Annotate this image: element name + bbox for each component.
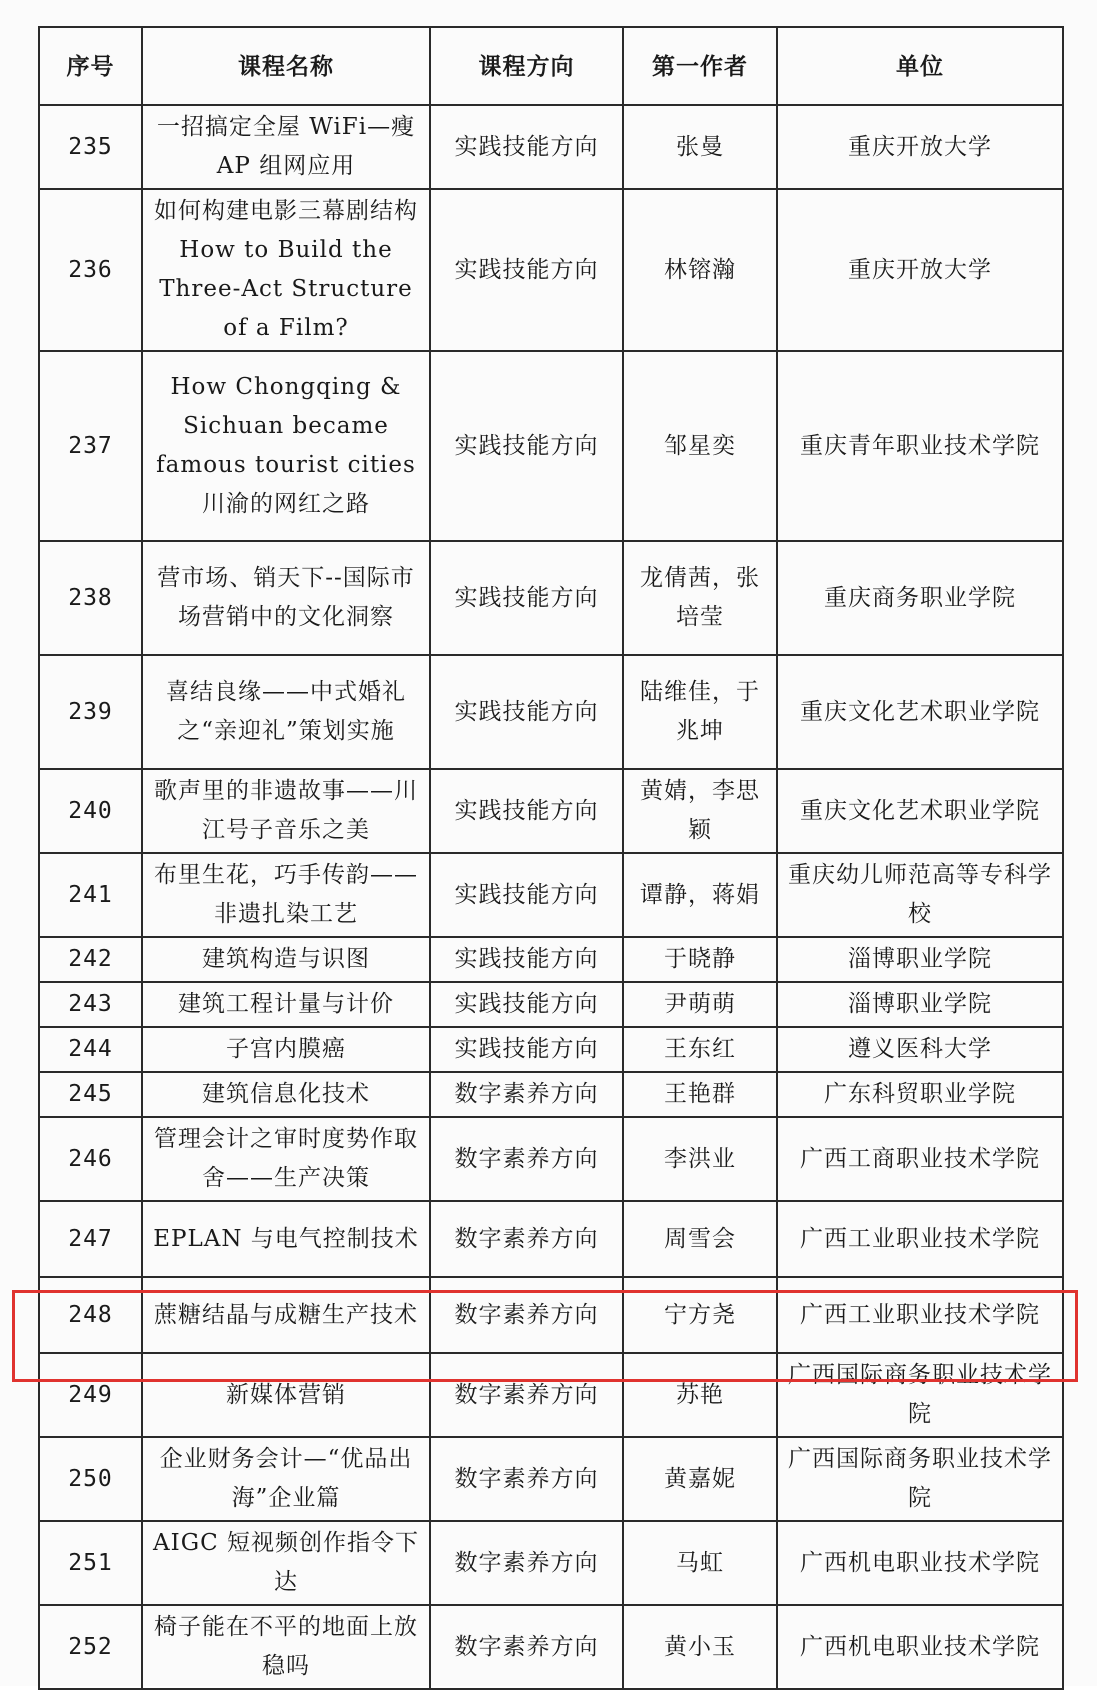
cell-author: 于晓静 — [623, 937, 777, 982]
cell-name: 喜结良缘——中式婚礼之“亲迎礼”策划实施 — [142, 655, 430, 769]
table-row — [39, 351, 1063, 541]
cell-unit: 重庆青年职业技术学院 — [777, 351, 1063, 541]
cell-author: 龙倩茜，张培莹 — [623, 541, 777, 655]
cell-name: 建筑构造与识图 — [142, 937, 430, 982]
table-row — [39, 1072, 1063, 1117]
cell-author: 苏艳 — [623, 1353, 777, 1437]
cell-unit: 淄博职业学院 — [777, 937, 1063, 982]
cell-unit: 重庆幼儿师范高等专科学校 — [777, 853, 1063, 937]
cell-name: 营市场、销天下--国际市场营销中的文化洞察 — [142, 541, 430, 655]
cell-num: 241 — [39, 853, 142, 937]
cell-direction: 实践技能方向 — [430, 189, 623, 351]
cell-num: 248 — [39, 1277, 142, 1353]
cell-num: 243 — [39, 982, 142, 1027]
cell-unit: 广西工业职业技术学院 — [777, 1201, 1063, 1277]
table-row — [39, 105, 1063, 189]
cell-num: 250 — [39, 1437, 142, 1521]
cell-num: 235 — [39, 105, 142, 189]
table-row — [39, 1521, 1063, 1605]
cell-author: 谭静，蒋娟 — [623, 853, 777, 937]
cell-author: 邹星奕 — [623, 351, 777, 541]
cell-num: 237 — [39, 351, 142, 541]
cell-unit: 广西国际商务职业技术学院 — [777, 1437, 1063, 1521]
cell-num: 240 — [39, 769, 142, 853]
cell-direction: 实践技能方向 — [430, 769, 623, 853]
header-author: 第一作者 — [623, 27, 777, 105]
cell-num: 246 — [39, 1117, 142, 1201]
cell-author: 周雪会 — [623, 1201, 777, 1277]
cell-unit: 重庆商务职业学院 — [777, 541, 1063, 655]
cell-name: 企业财务会计—“优品出海”企业篇 — [142, 1437, 430, 1521]
cell-name: 布里生花，巧手传韵——非遗扎染工艺 — [142, 853, 430, 937]
cell-direction: 数字素养方向 — [430, 1201, 623, 1277]
cell-author: 黄婧，李思颖 — [623, 769, 777, 853]
table-row — [39, 1605, 1063, 1689]
cell-num: 249 — [39, 1353, 142, 1437]
cell-num: 242 — [39, 937, 142, 982]
cell-author: 林镕瀚 — [623, 189, 777, 351]
cell-name: AIGC 短视频创作指令下达 — [142, 1521, 430, 1605]
table-row — [39, 853, 1063, 937]
cell-direction: 数字素养方向 — [430, 1117, 623, 1201]
cell-author: 宁方尧 — [623, 1277, 777, 1353]
cell-unit: 广西国际商务职业技术学院 — [777, 1353, 1063, 1437]
header-num: 序号 — [39, 27, 142, 105]
cell-num: 252 — [39, 1605, 142, 1689]
table-row — [39, 655, 1063, 769]
table-row — [39, 1277, 1063, 1353]
cell-unit: 广西机电职业技术学院 — [777, 1605, 1063, 1689]
cell-unit: 重庆开放大学 — [777, 105, 1063, 189]
cell-num: 236 — [39, 189, 142, 351]
cell-name: 蔗糖结晶与成糖生产技术 — [142, 1277, 430, 1353]
table-row — [39, 1353, 1063, 1437]
header-direction: 课程方向 — [430, 27, 623, 105]
cell-name: 建筑信息化技术 — [142, 1072, 430, 1117]
cell-name: 如何构建电影三幕剧结构 How to Build the Three-Act Structure of a Film? — [142, 189, 430, 351]
cell-unit: 重庆文化艺术职业学院 — [777, 655, 1063, 769]
table-row — [39, 541, 1063, 655]
cell-name: 一招搞定全屋 WiFi—瘦 AP 组网应用 — [142, 105, 430, 189]
cell-name: EPLAN 与电气控制技术 — [142, 1201, 430, 1277]
cell-unit: 重庆文化艺术职业学院 — [777, 769, 1063, 853]
cell-unit: 广西工业职业技术学院 — [777, 1277, 1063, 1353]
table-row — [39, 1201, 1063, 1277]
cell-author: 陆维佳，于兆坤 — [623, 655, 777, 769]
cell-unit: 广西机电职业技术学院 — [777, 1521, 1063, 1605]
table-row — [39, 937, 1063, 982]
cell-direction: 实践技能方向 — [430, 351, 623, 541]
cell-name: 管理会计之审时度势作取舍——生产决策 — [142, 1117, 430, 1201]
table-row — [39, 1027, 1063, 1072]
cell-num: 238 — [39, 541, 142, 655]
cell-direction: 实践技能方向 — [430, 1027, 623, 1072]
cell-direction: 实践技能方向 — [430, 982, 623, 1027]
cell-direction: 数字素养方向 — [430, 1072, 623, 1117]
cell-name: 椅子能在不平的地面上放稳吗 — [142, 1605, 430, 1689]
cell-unit: 遵义医科大学 — [777, 1027, 1063, 1072]
cell-author: 尹萌萌 — [623, 982, 777, 1027]
cell-author: 黄嘉妮 — [623, 1437, 777, 1521]
cell-direction: 实践技能方向 — [430, 655, 623, 769]
table-row — [39, 769, 1063, 853]
cell-num: 244 — [39, 1027, 142, 1072]
cell-num: 247 — [39, 1201, 142, 1277]
table-row — [39, 1437, 1063, 1521]
cell-author: 王艳群 — [623, 1072, 777, 1117]
cell-direction: 实践技能方向 — [430, 105, 623, 189]
cell-direction: 实践技能方向 — [430, 937, 623, 982]
cell-author: 张曼 — [623, 105, 777, 189]
cell-unit: 广西工商职业技术学院 — [777, 1117, 1063, 1201]
cell-name: How Chongqing & Sichuan became famous tourist cities 川渝的网红之路 — [142, 351, 430, 541]
course-table — [38, 26, 1064, 1690]
cell-unit: 广东科贸职业学院 — [777, 1072, 1063, 1117]
header-name: 课程名称 — [142, 27, 430, 105]
table-row — [39, 1117, 1063, 1201]
cell-author: 李洪业 — [623, 1117, 777, 1201]
cell-unit: 淄博职业学院 — [777, 982, 1063, 1027]
cell-author: 黄小玉 — [623, 1605, 777, 1689]
table-row — [39, 189, 1063, 351]
cell-name: 子宫内膜癌 — [142, 1027, 430, 1072]
cell-unit: 重庆开放大学 — [777, 189, 1063, 351]
cell-direction: 数字素养方向 — [430, 1521, 623, 1605]
cell-num: 239 — [39, 655, 142, 769]
cell-num: 251 — [39, 1521, 142, 1605]
cell-direction: 数字素养方向 — [430, 1277, 623, 1353]
cell-name: 新媒体营销 — [142, 1353, 430, 1437]
cell-name: 建筑工程计量与计价 — [142, 982, 430, 1027]
cell-num: 245 — [39, 1072, 142, 1117]
cell-direction: 数字素养方向 — [430, 1437, 623, 1521]
cell-direction: 实践技能方向 — [430, 853, 623, 937]
cell-author: 王东红 — [623, 1027, 777, 1072]
table-header-row — [39, 27, 1063, 105]
table-row — [39, 982, 1063, 1027]
cell-direction: 数字素养方向 — [430, 1353, 623, 1437]
cell-direction: 实践技能方向 — [430, 541, 623, 655]
cell-name: 歌声里的非遗故事——川江号子音乐之美 — [142, 769, 430, 853]
header-unit: 单位 — [777, 27, 1063, 105]
cell-direction: 数字素养方向 — [430, 1605, 623, 1689]
cell-author: 马虹 — [623, 1521, 777, 1605]
